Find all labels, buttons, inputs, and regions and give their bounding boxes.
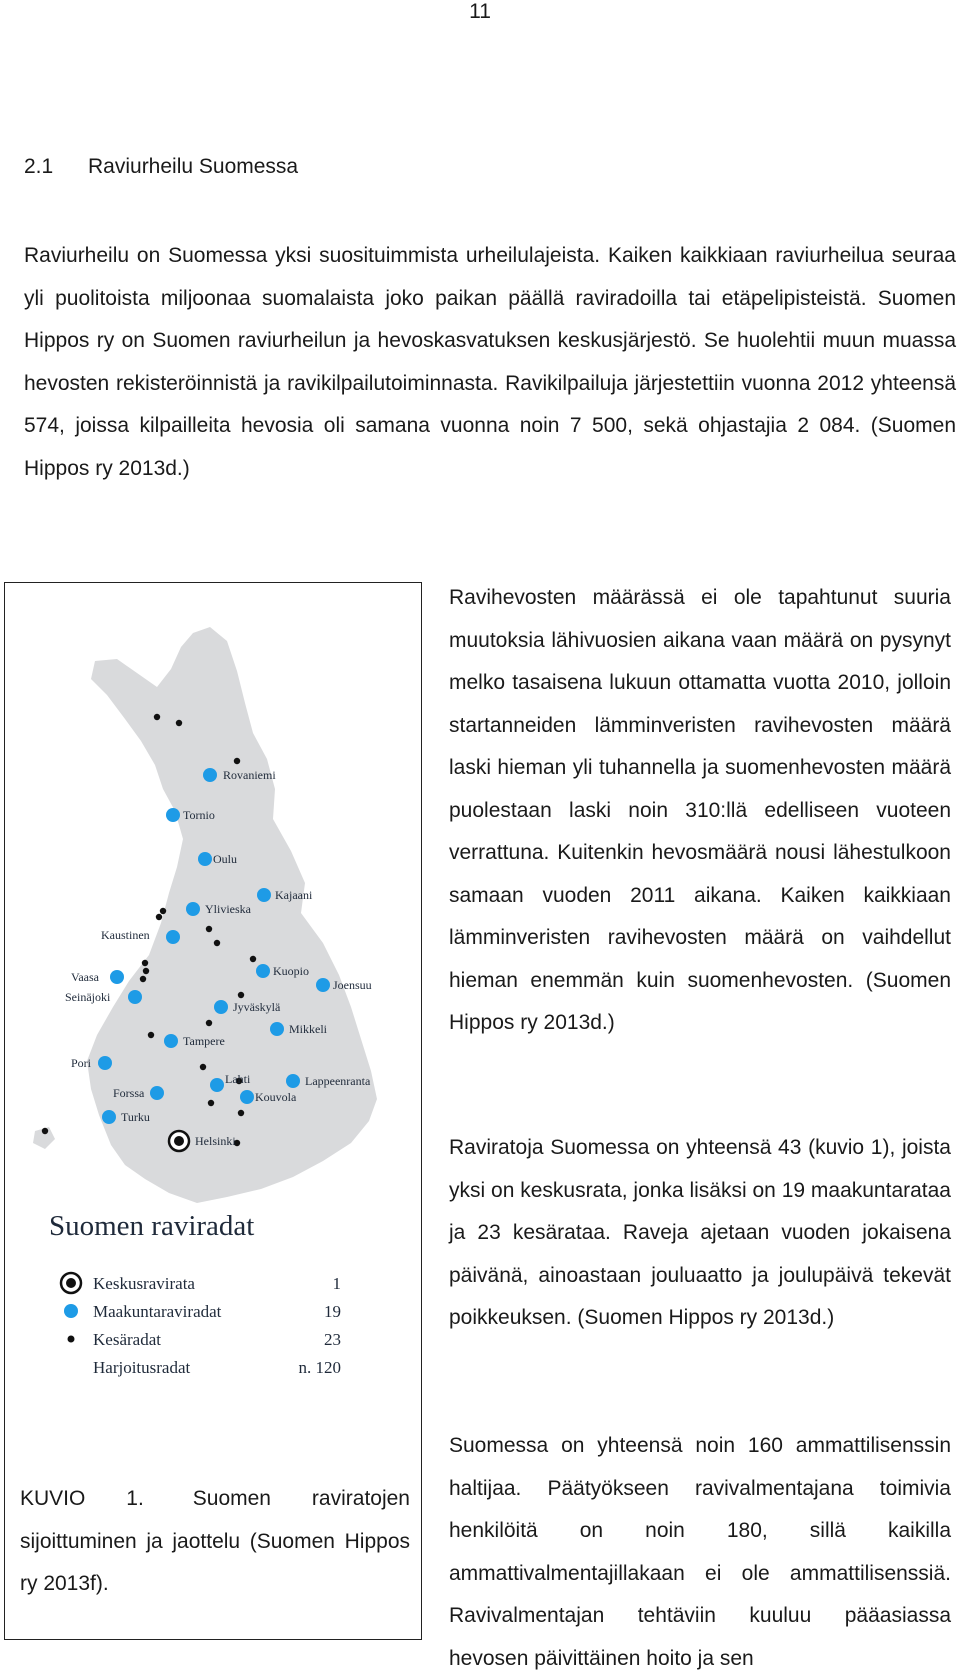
city-label-seinajoki: Seinäjoki	[65, 990, 111, 1004]
section-number: 2.1	[24, 155, 54, 178]
marker-vaasa	[110, 970, 124, 984]
city-label-pori: Pori	[71, 1056, 92, 1070]
summer-track-dot	[214, 940, 220, 946]
section-heading	[24, 155, 298, 179]
legend-label-training: Harjoitusradat	[93, 1358, 191, 1377]
city-label-helsinki: Helsinki	[195, 1134, 236, 1148]
city-label-ylivieska: Ylivieska	[205, 902, 251, 916]
marker-mikkeli	[270, 1022, 284, 1036]
summer-track-dot	[200, 1064, 206, 1070]
city-label-lappeenranta: Lappeenranta	[305, 1074, 371, 1088]
horses-paragraph: Ravihevosten määrässä ei ole tapahtunut suuria muutoksia lähivuosien aikana vaan määrä on pysynyt melko tasaisena lukuun ottamatta vuotta 2010, jolloin startanneiden lämminveristen ravihevosten määrä laski hieman yli tuhannella ja suomenhevosten määrä puolestaan laski noin 310:llä edelliseen vuoteen verrattuna. Kuitenkin hevosmäärä nousi lähestulkoon samaan vuoden 2011 aikana. Kaiken kaikkiaan lämminveristen ravihevosten määrä on vaihdellut hieman enemmän kuin suomenhevosten. (Suomen Hippos ry 2013d.)	[449, 586, 951, 1034]
city-label-kuopio: Kuopio	[273, 964, 309, 978]
city-label-lahti: Lahti	[225, 1072, 251, 1086]
caption-text: Suomen raviratojen sijoittuminen ja jaottelu (Suomen Hippos ry 2013f).	[20, 1487, 410, 1595]
marker-kuopio	[256, 964, 270, 978]
marker-oulu	[198, 852, 212, 866]
city-label-mikkeli: Mikkeli	[289, 1022, 327, 1036]
summer-track-dot	[206, 926, 212, 932]
legend-label-central: Keskusravirata	[93, 1274, 195, 1293]
marker-seinajoki	[128, 990, 142, 1004]
summer-track-dot	[208, 1100, 214, 1106]
intro-paragraph: Raviurheilu on Suomessa yksi suosituimmista urheilulajeista. Kaiken kaikkiaan raviurheilua seuraa yli puolitoista miljoonaa suomalaista joko paikan päällä raviradoilla tai etäpelipisteistä. Suomen Hippos ry on Suomen raviurheilun ja hevoskasvatuksen keskusjärjestö. Se huolehtii muun muassa hevosten rekisteröinnistä ja ravikilpailutoiminnasta. Ravikilpailuja järjestettiin vuonna 2012 yhteensä 574, joissa kilpailleita hevosia oli samana vuonna noin 7 500, sekä ohjastajia 2 084. (Suomen Hippos ry 2013d.)	[24, 244, 956, 480]
map-title: Suomen raviradat	[49, 1210, 255, 1242]
marker-pori	[98, 1056, 112, 1070]
city-label-kouvola: Kouvola	[255, 1090, 297, 1104]
summer-track-dot	[238, 992, 244, 998]
marker-tornio	[166, 808, 180, 822]
summer-track-dot	[42, 1128, 48, 1134]
city-label-vaasa: Vaasa	[71, 970, 99, 984]
city-label-kajaani: Kajaani	[275, 888, 313, 902]
city-label-turku: Turku	[121, 1110, 150, 1124]
legend-icon-summer	[68, 1336, 75, 1343]
city-label-joensuu: Joensuu	[333, 978, 372, 992]
map-legend	[61, 1273, 341, 1377]
city-label-tornio: Tornio	[183, 808, 215, 822]
city-label-rovaniemi: Rovaniemi	[223, 768, 276, 782]
marker-lahti	[210, 1078, 224, 1092]
marker-forssa	[150, 1086, 164, 1100]
city-label-tampere: Tampere	[183, 1034, 225, 1048]
summer-track-dot	[143, 968, 149, 974]
marker-rovaniemi	[203, 768, 217, 782]
summer-track-dot	[238, 1110, 244, 1116]
caption-label: KUVIO 1.	[20, 1487, 144, 1510]
section-title: Raviurheilu Suomessa	[88, 155, 299, 178]
city-label-kaustinen: Kaustinen	[101, 928, 150, 942]
summer-track-dot	[250, 956, 256, 962]
legend-count-central: 1	[332, 1274, 341, 1293]
marker-turku	[102, 1110, 116, 1124]
legend-label-regional: Maakuntaraviradat	[93, 1302, 222, 1321]
summer-track-dot	[206, 1020, 212, 1026]
figure-caption	[20, 1478, 410, 1606]
city-label-forssa: Forssa	[113, 1086, 145, 1100]
summer-track-dot	[154, 714, 160, 720]
city-label-oulu: Oulu	[213, 852, 237, 866]
legend-count-training: n. 120	[298, 1358, 341, 1377]
marker-ylivieska	[186, 902, 200, 916]
legend-icon-regional	[64, 1304, 78, 1318]
summer-track-dot	[156, 914, 162, 920]
marker-helsinki	[169, 1131, 189, 1151]
legend-count-regional: 19	[324, 1302, 341, 1321]
marker-kouvola	[240, 1090, 254, 1104]
marker-joensuu	[316, 978, 330, 992]
city-label-jyvaskyla: Jyväskylä	[233, 1000, 281, 1014]
summer-track-dot	[234, 758, 240, 764]
summer-track-dot	[148, 1032, 154, 1038]
legend-label-summer: Kesäradat	[93, 1330, 161, 1349]
legend-count-summer: 23	[324, 1330, 341, 1349]
trainers-paragraph: Suomessa on yhteensä noin 160 ammattilisenssin haltijaa. Päätyökseen ravivalmentajana toimivia henkilöitä on noin 180, sillä kaikilla ammattivalmentajillakaan ei ole ammattilisenssiä. Ravivalmentajan tehtäviin kuuluu pääasiassa hevosen päivittäinen hoito ja sen	[449, 1434, 951, 1670]
marker-tampere	[164, 1034, 178, 1048]
page-number: 11	[469, 0, 491, 23]
summer-track-dot	[142, 960, 148, 966]
marker-jyvaskyla	[214, 1000, 228, 1014]
tracks-paragraph: Raviratoja Suomessa on yhteensä 43 (kuvio 1), joista yksi on keskusrata, jonka lisäksi on 19 maakuntarataa ja 23 kesärataa. Raveja ajetaan vuoden jokaisena päivänä, ainoastaan jouluaatto ja joulupäivä tekevät poikkeuksen. (Suomen Hippos ry 2013d.)	[449, 1136, 951, 1329]
summer-track-dot	[160, 908, 166, 914]
summer-track-dot	[176, 720, 182, 726]
marker-kaustinen	[166, 930, 180, 944]
marker-lappeenranta	[286, 1074, 300, 1088]
legend-icon-central	[61, 1273, 81, 1293]
summer-track-dot	[140, 976, 146, 982]
marker-kajaani	[257, 888, 271, 902]
